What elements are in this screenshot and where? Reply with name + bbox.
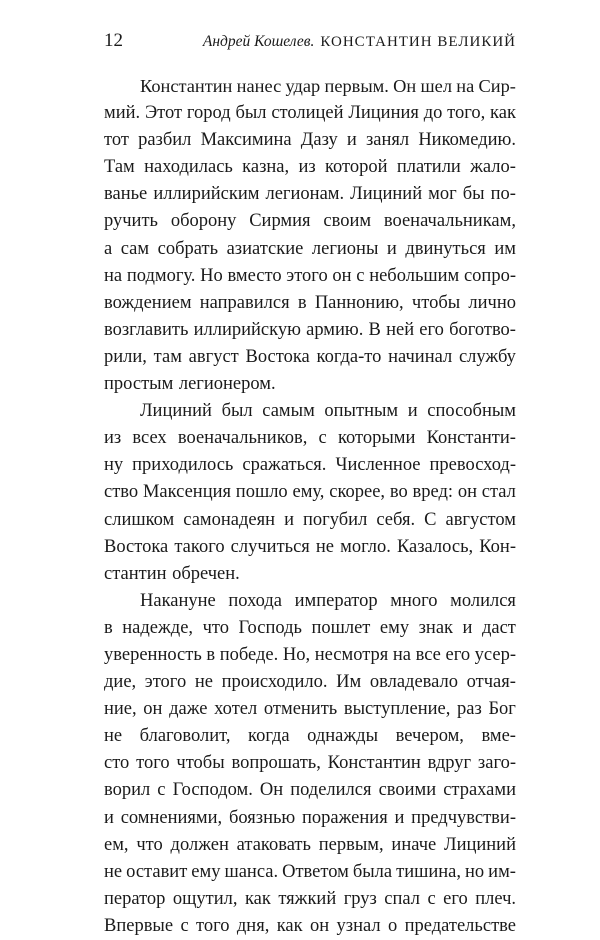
text-line: Востока такого случиться не могло. Казалось, Кон-	[104, 536, 516, 557]
text-line: Лициний был самым опытным и способным	[140, 401, 516, 422]
text-line: дие, этого не происходило. Им овладевало отчая-	[104, 672, 516, 693]
text-line: ние, он даже хотел отменить выступление, раз Бог	[104, 699, 516, 720]
text-line: из всех военачальников, с которыми Константи-	[104, 428, 516, 449]
text-line: уверенность в победе. Но, несмотря на все его усер-	[104, 644, 516, 665]
text-line: ем, что должен атаковать первым, иначе Лициний	[104, 834, 516, 855]
text-line: возглавить иллирийскую армию. В ней его боготво-	[104, 319, 516, 340]
text-line: Там находилась казна, из которой платили жало-	[104, 157, 516, 178]
text-line: мий. Этот город был столицей Лициния до того, как	[104, 103, 516, 124]
text-line: Впервые с того дня, как он узнал о предательстве	[104, 915, 516, 936]
body-text	[104, 73, 516, 940]
text-line: рили, там август Востока когда-то начинал службу	[104, 346, 516, 367]
text-line: простым легионером.	[104, 374, 276, 395]
book-title: КОНСТАНТИН ВЕЛИКИЙ	[320, 34, 516, 50]
text-line: сто того чтобы вопрошать, Константин вдруг заго-	[104, 753, 516, 774]
text-line: и сомнениями, боязнью поражения и предчувстви-	[104, 807, 516, 828]
text-line: ворил с Господом. Он поделился своими страхами	[104, 780, 516, 801]
text-line: ство Максенция пошло ему, скорее, во вред: он стал	[104, 482, 516, 503]
text-line: стантин обречен.	[104, 563, 240, 584]
text-line: ручить оборону Сирмия своим военачальникам,	[104, 211, 516, 232]
text-line: ванье иллирийским легионам. Лициний мог бы по-	[104, 184, 516, 205]
text-line: ну приходилось сражаться. Численное превосход-	[104, 455, 516, 476]
text-line: слишком самонадеян и погубил себя. С августом	[104, 509, 516, 530]
text-line: а сам собрать азиатские легионы и двинуться им	[104, 238, 516, 259]
text-line: Накануне похода император много молился	[140, 590, 516, 611]
running-head	[104, 30, 516, 56]
running-title	[203, 33, 516, 51]
page-number: 12	[104, 30, 123, 51]
text-line: Константин нанес удар первым. Он шел на Сир-	[140, 76, 516, 96]
text-line: ператор ощутил, как тяжкий груз спал с его плеч.	[104, 888, 516, 909]
text-line: на подмогу. Но вместо этого он с небольшим сопро-	[104, 265, 516, 286]
text-line: вождением направился в Паннонию, чтобы лично	[104, 292, 516, 313]
text-line: тот разбил Максимина Дазу и занял Никомедию.	[104, 130, 516, 151]
text-line: не благоволит, когда однажды вечером, вме-	[104, 726, 516, 747]
text-line: в надежде, что Господь пошлет ему знак и даст	[104, 617, 516, 638]
author-name: Андрей Кошелев.	[202, 33, 315, 50]
text-line: не оставит ему шанса. Ответом была тишина, но им-	[104, 861, 516, 882]
